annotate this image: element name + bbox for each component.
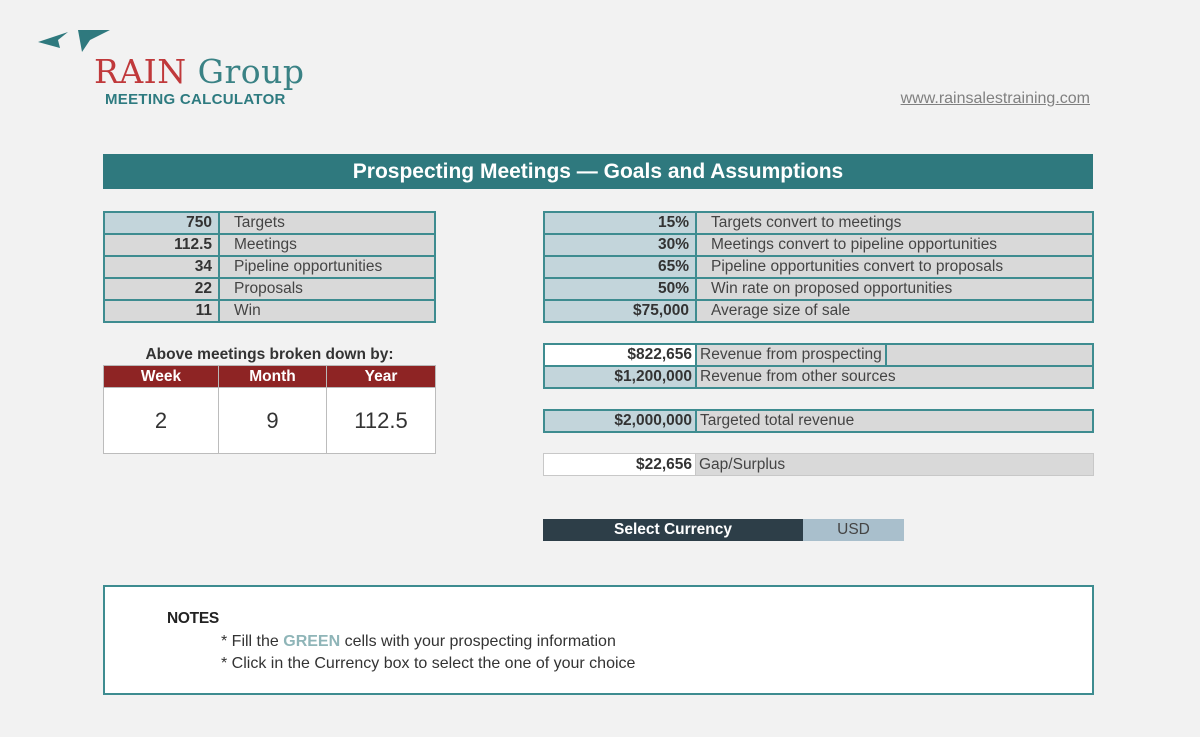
week-value: 2	[104, 388, 219, 454]
table-row	[104, 278, 435, 300]
win-label: Win	[219, 300, 435, 322]
targets-input[interactable]: 750	[104, 212, 219, 234]
rain-group-logo	[38, 28, 318, 118]
page-title: Prospecting Meetings — Goals and Assumptions	[103, 154, 1093, 189]
funnel-table	[103, 211, 436, 323]
notes-title: NOTES	[167, 610, 219, 627]
pipeline-conversion-input[interactable]: 65%	[544, 256, 696, 278]
meetings-value: 112.5	[104, 234, 219, 256]
table-row	[104, 212, 435, 234]
gap-table	[543, 453, 1094, 476]
avg-sale-label: Average size of sale	[696, 300, 1093, 322]
week-header: Week	[104, 366, 219, 388]
meetings-conversion-input[interactable]: 30%	[544, 234, 696, 256]
table-row	[544, 344, 1093, 366]
targets-label: Targets	[219, 212, 435, 234]
table-row	[544, 212, 1093, 234]
note-currency: * Click in the Currency box to select the one of your choice	[221, 655, 636, 672]
note-green-cells	[221, 633, 616, 651]
table-row	[544, 366, 1093, 388]
target-revenue-input[interactable]: $2,000,000	[544, 410, 696, 432]
gap-label: Gap/Surplus	[696, 454, 1094, 476]
gap-value: $22,656	[544, 454, 696, 476]
currency-label: Select Currency	[543, 519, 803, 541]
logo-subtitle: MEETING CALCULATOR	[105, 91, 286, 108]
table-row	[544, 300, 1093, 322]
month-header: Month	[219, 366, 327, 388]
revenue-prospecting-spacer	[886, 344, 1093, 366]
avg-sale-input[interactable]: $75,000	[544, 300, 696, 322]
breakdown-table	[103, 365, 436, 454]
revenue-other-input[interactable]: $1,200,000	[544, 366, 696, 388]
revenue-prospecting-label: Revenue from prospecting	[696, 344, 886, 366]
currency-dropdown[interactable]: USD	[803, 519, 904, 541]
win-value: 11	[104, 300, 219, 322]
revenue-prospecting-value: $822,656	[544, 344, 696, 366]
table-row	[104, 234, 435, 256]
assumptions-table	[543, 211, 1094, 323]
revenue-other-label: Revenue from other sources	[696, 366, 1093, 388]
revenue-sources-table	[543, 343, 1094, 389]
win-rate-label: Win rate on proposed opportunities	[696, 278, 1093, 300]
pipeline-conversion-label: Pipeline opportunities convert to proposals	[696, 256, 1093, 278]
note1-suffix: cells with your prospecting information	[340, 633, 616, 650]
table-row	[544, 454, 1094, 476]
year-value: 112.5	[327, 388, 436, 454]
notes-box	[103, 585, 1094, 695]
table-row	[544, 410, 1093, 432]
target-revenue-table	[543, 409, 1094, 433]
table-row	[544, 256, 1093, 278]
pipeline-label: Pipeline opportunities	[219, 256, 435, 278]
logo-wordmark	[94, 52, 304, 91]
proposals-label: Proposals	[219, 278, 435, 300]
logo-rain: RAIN	[94, 52, 187, 91]
breakdown-values-row	[104, 388, 436, 454]
website-link[interactable]: www.rainsalestraining.com	[900, 90, 1090, 107]
meetings-conversion-label: Meetings convert to pipeline opportunities	[696, 234, 1093, 256]
win-rate-input[interactable]: 50%	[544, 278, 696, 300]
table-row	[544, 234, 1093, 256]
breakdown-heading: Above meetings broken down by:	[145, 346, 394, 363]
year-header: Year	[327, 366, 436, 388]
proposals-value: 22	[104, 278, 219, 300]
targets-conversion-label: Targets convert to meetings	[696, 212, 1093, 234]
meetings-label: Meetings	[219, 234, 435, 256]
note1-prefix: * Fill the	[221, 633, 284, 650]
currency-selector	[543, 519, 904, 541]
table-row	[104, 300, 435, 322]
note1-highlight: GREEN	[283, 633, 341, 650]
target-revenue-label: Targeted total revenue	[696, 410, 1093, 432]
table-row	[104, 256, 435, 278]
breakdown-header-row	[104, 366, 436, 388]
table-row	[544, 278, 1093, 300]
month-value: 9	[219, 388, 327, 454]
pipeline-value: 34	[104, 256, 219, 278]
logo-group: Group	[197, 52, 305, 91]
targets-conversion-input[interactable]: 15%	[544, 212, 696, 234]
